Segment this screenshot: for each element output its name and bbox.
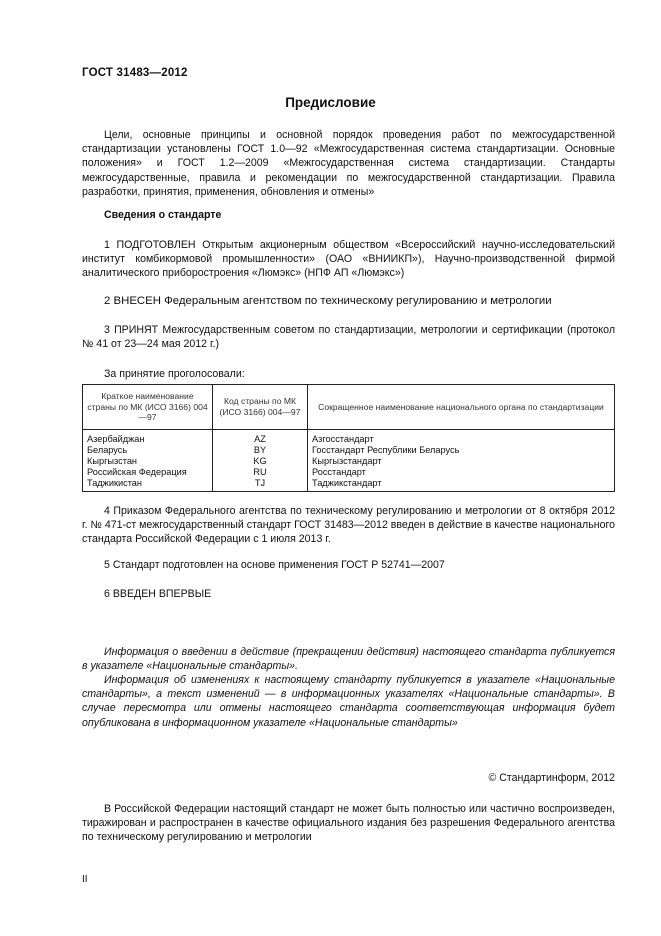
table-row [83,467,615,478]
table-header-cell: Сокращенное наименование национального органа по стандартизации [308,385,615,430]
table-header-cell: Краткое наименование страны по МК (ИСО 3166) 004—97 [83,385,213,430]
standards-body: Кыргызстандарт [308,456,615,467]
item-4-order: 4 Приказом Федерального агентства по техническому регулированию и метрологии от 8 октября 2012 г. № 471-ст межгосударственный стандарт ГОСТ 31483—2012 введен в действие в качестве национального стандарта Российской Федерации с 1 июля 2013 г. [82,505,615,546]
intro-paragraph: Цели, основные принципы и основной порядок проведения работ по межгосударственной стандартизации установлены ГОСТ 1.0—92 «Межгосударственная система стандартизации. Основные положения» и ГОСТ 1.2—2009 «Межгосударственная система стандартизации. Стандарты межгосударственные, правила и рекомендации по межгосударственной стандартизации. Правила разработки, принятия, применения, обновления и отмены» [82,129,615,198]
page-number: II [82,874,88,885]
standards-body: Таджикстандарт [308,478,615,492]
table-row [83,456,615,467]
table-row [83,429,615,445]
standards-body: Госстандарт Республики Беларусь [308,445,615,456]
info-paragraph-1: Информация о введении в действие (прекращении действия) настоящего стандарта публикуется в указателе «Национальные стандарты». [82,646,615,673]
country-code: TJ [213,478,308,492]
table-row [83,445,615,456]
country-name: Таджикистан [83,478,213,492]
copyright: © Стандартинформ, 2012 [488,772,615,784]
item-1-prepared: 1 ПОДГОТОВЛЕН Открытым акционерным обществом «Всероссийский научно-исследовательский институт комбикормовой промышленности» (ОАО «ВНИИКП»), Научно-производственной фирмой аналитического приборостроения «Люмэкс» (НПФ АП «Люмэкс») [82,239,615,280]
page-title: Предисловие [285,95,376,110]
standards-body: Росстандарт [308,467,615,478]
item-6-introduced: 6 ВВЕДЕН ВПЕРВЫЕ [104,588,212,600]
country-name: Кыргызстан [83,456,213,467]
country-code: RU [213,467,308,478]
subheading: Сведения о стандарте [104,209,222,221]
item-3-adopted: 3 ПРИНЯТ Межгосударственным советом по стандартизации, метрологии и сертификации (протокол № 41 от 23—24 мая 2012 г.) [82,324,615,351]
table-row [83,478,615,492]
country-code: BY [213,445,308,456]
country-code: KG [213,456,308,467]
country-name: Российская Федерация [83,467,213,478]
item-5-basis: 5 Стандарт подготовлен на основе применения ГОСТ Р 52741—2007 [104,559,445,571]
country-name: Беларусь [83,445,213,456]
table-header-row [83,385,615,430]
item-2-submitted: 2 ВНЕСЕН Федеральным агентством по техническому регулированию и метрологии [104,295,552,307]
countries-table [82,384,615,492]
standards-body: Азгосстандарт [308,429,615,445]
reproduction-notice: В Российской Федерации настоящий стандарт не может быть полностью или частично воспроизведен, тиражирован и распространен в качестве официального издания без разрешения Федерального агентства по техническому регулированию и метрологии [82,803,615,844]
country-name: Азербайджан [83,429,213,445]
document-header: ГОСТ 31483—2012 [82,67,188,79]
country-code: AZ [213,429,308,445]
info-paragraph-2: Информация об изменениях к настоящему стандарту публикуется в указателе «Национальные стандарты», а текст изменений — в информационных указателях «Национальные стандарты». В случае пересмотра или отмены настоящего стандарта соответствующая информация будет опубликована в информационном указателе «Национальные стандарты» [82,674,615,729]
vote-label: За принятие проголосовали: [104,368,245,380]
table-header-cell: Код страны по МК (ИСО 3166) 004—97 [213,385,308,430]
